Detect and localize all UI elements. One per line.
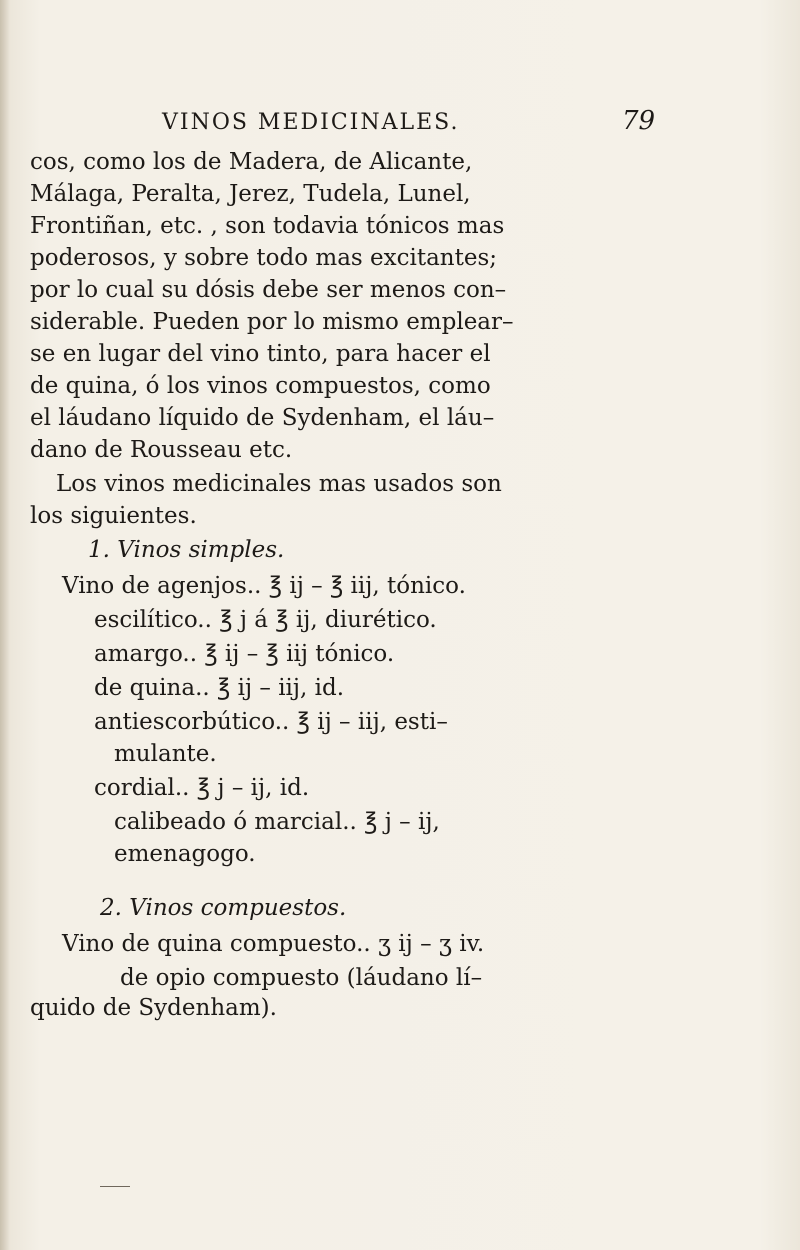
page-mark	[100, 1186, 130, 1187]
wine-entry: escilítico.. ℥ j á ℥ ij, diurético.	[94, 607, 437, 633]
text-line: el láudano líquido de Sydenham, el láu–	[30, 405, 495, 431]
page-header	[162, 106, 662, 142]
page-number: 79	[622, 106, 656, 136]
wine-entry: Vino de quina compuesto.. ʒ ij – ʒ iv.	[62, 931, 485, 957]
wine-entry: antiescorbútico.. ℥ ij – iij, esti–	[94, 709, 448, 735]
section-heading-compound: 2. Vinos compuestos.	[100, 895, 347, 921]
wine-entry-continuation: mulante.	[114, 741, 217, 767]
text-line: los siguientes.	[30, 503, 197, 529]
wine-entry: Vino de agenjos.. ℥ ij – ℥ iij, tónico.	[62, 573, 466, 599]
text-line: de quina, ó los vinos compuestos, como	[30, 373, 491, 399]
wine-entry-continuation: quido de Sydenham).	[30, 995, 277, 1021]
running-title: VINOS MEDICINALES.	[162, 110, 460, 135]
text-line: cos, como los de Madera, de Alicante,	[30, 149, 473, 175]
text-line: siderable. Pueden por lo mismo emplear–	[30, 309, 514, 335]
text-line: dano de Rousseau etc.	[30, 437, 293, 463]
text-line: se en lugar del vino tinto, para hacer el	[30, 341, 491, 367]
wine-entry: de quina.. ℥ ij – iij, id.	[94, 675, 345, 701]
page-spine-shadow	[0, 0, 10, 1250]
wine-entry: de opio compuesto (láudano lí–	[120, 965, 483, 991]
text-line: por lo cual su dósis debe ser menos con–	[30, 277, 507, 303]
wine-entry: amargo.. ℥ ij – ℥ iij tónico.	[94, 641, 395, 667]
wine-entry: cordial.. ℥ j – ij, id.	[94, 775, 310, 801]
wine-entry-continuation: emenagogo.	[114, 841, 256, 867]
text-line: Málaga, Peralta, Jerez, Tudela, Lunel,	[30, 181, 471, 207]
wine-entry: calibeado ó marcial.. ℥ j – ij,	[114, 809, 440, 835]
text-line: poderosos, y sobre todo mas excitantes;	[30, 245, 498, 271]
text-line: Frontiñan, etc. , son todavia tónicos mas	[30, 213, 505, 239]
section-heading-simple: 1. Vinos simples.	[88, 537, 285, 563]
text-line: Los vinos medicinales mas usados son	[56, 471, 502, 497]
